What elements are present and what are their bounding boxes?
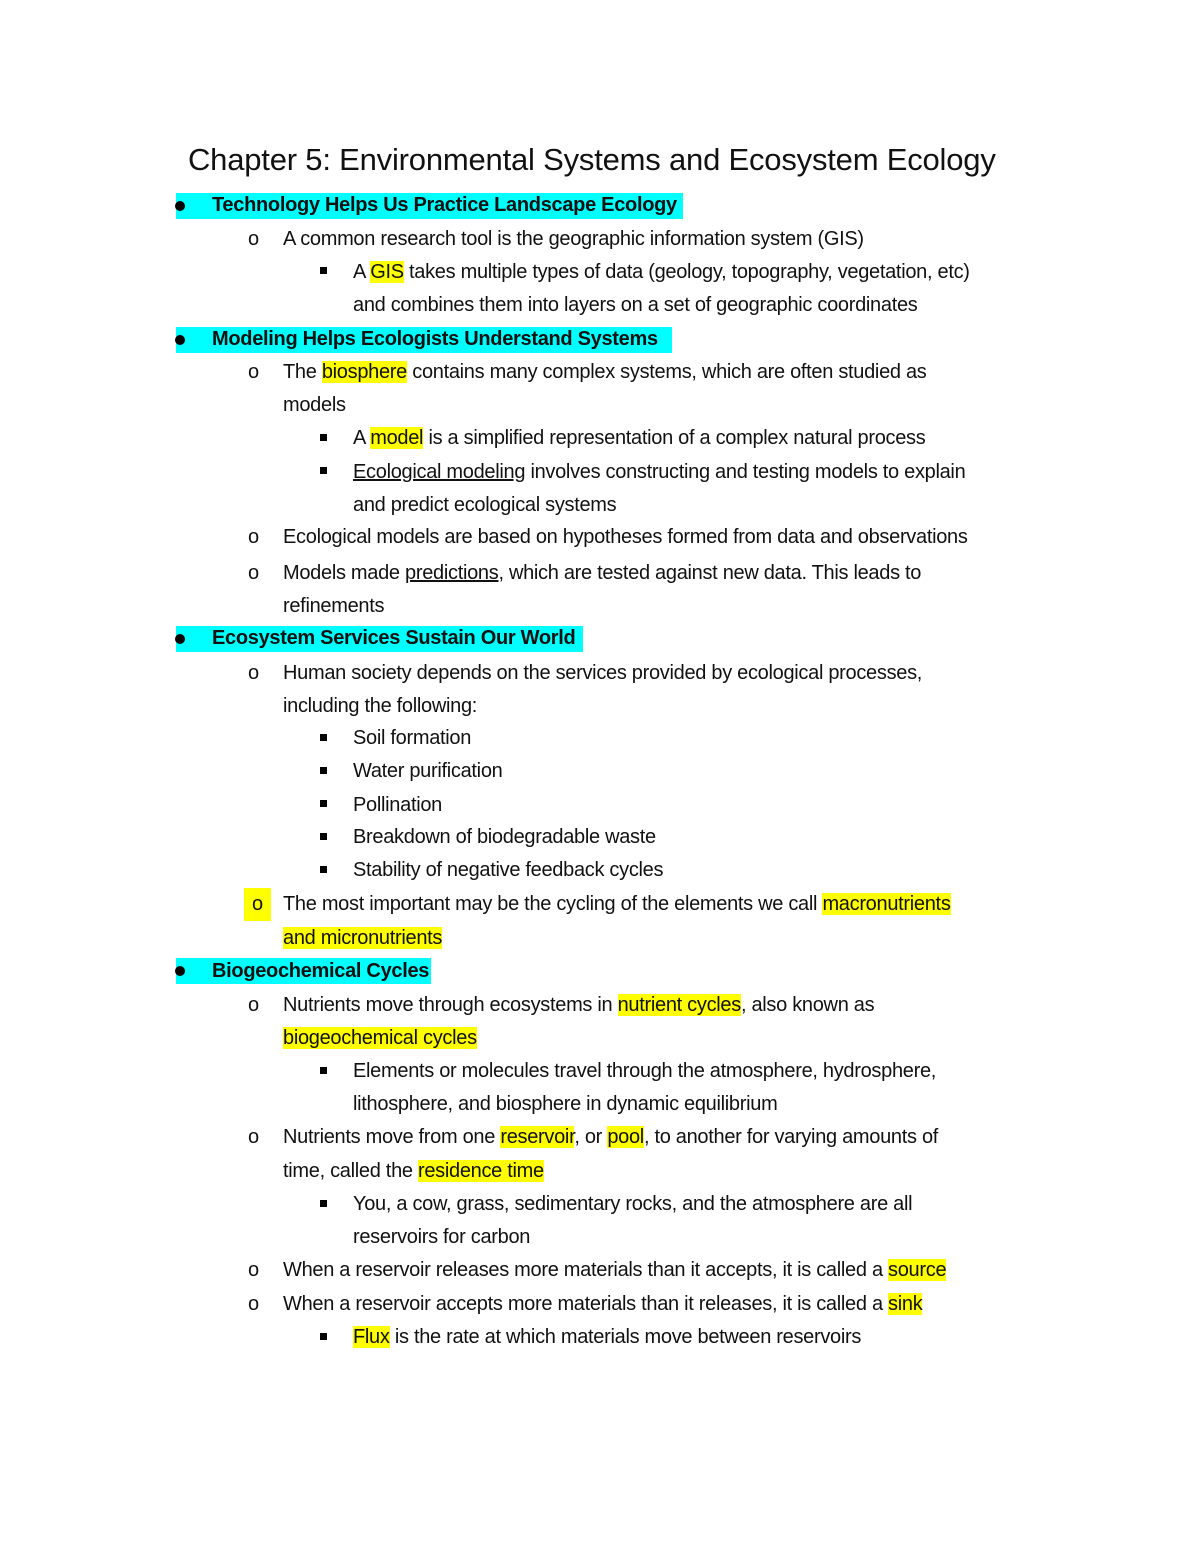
circle-bullet-icon: o xyxy=(248,228,260,250)
list-item: Water purification xyxy=(353,760,503,782)
circle-bullet-icon: o xyxy=(248,1293,260,1315)
circle-bullet-icon: o xyxy=(248,562,260,584)
list-item-continued xyxy=(283,922,442,955)
highlight-term: GIS xyxy=(370,261,404,283)
list-item: Stability of negative feedback cycles xyxy=(353,859,664,881)
section-heading-biogeochemical: Biogeochemical Cycles xyxy=(212,960,430,982)
list-item-continued xyxy=(283,1022,477,1055)
highlight-term: Flux xyxy=(353,1326,390,1348)
square-bullet-icon xyxy=(320,1333,327,1340)
square-bullet-icon xyxy=(320,267,327,274)
list-item: When a reservoir releases more materials than it accepts, it is called a source xyxy=(283,1259,947,1281)
square-bullet-icon xyxy=(320,833,327,840)
circle-bullet-icon: o xyxy=(248,662,260,684)
bullet-dot-icon xyxy=(175,634,185,644)
section-heading-modeling: Modeling Helps Ecologists Understand Systems xyxy=(212,328,658,350)
list-item: Ecological models are based on hypotheses formed from data and observations xyxy=(283,526,968,548)
list-item-continued: including the following: xyxy=(283,695,478,717)
list-item-continued: and predict ecological systems xyxy=(353,494,617,516)
square-bullet-icon xyxy=(320,866,327,873)
highlight-term: biogeochemical cycles xyxy=(283,1027,477,1049)
circle-bullet-icon: o xyxy=(248,526,260,548)
list-item-continued: refinements xyxy=(283,595,385,617)
page-title: Chapter 5: Environmental Systems and Ecosystem Ecology xyxy=(188,142,996,177)
list-item: The biosphere contains many complex systems, which are often studied as xyxy=(283,361,927,383)
bullet-dot-icon xyxy=(175,335,185,345)
list-item: The most important may be the cycling of the elements we call macronutrients xyxy=(283,893,951,915)
square-bullet-icon xyxy=(320,1200,327,1207)
list-item: Breakdown of biodegradable waste xyxy=(353,826,656,848)
list-item: A GIS takes multiple types of data (geology, topography, vegetation, etc) xyxy=(353,261,970,283)
highlight-term: and micronutrients xyxy=(283,927,443,949)
circle-bullet-icon: o xyxy=(244,888,271,921)
list-item-continued: and combines them into layers on a set of geographic coordinates xyxy=(353,294,918,316)
list-item: Nutrients move through ecosystems in nutrient cycles, also known as xyxy=(283,994,875,1016)
list-item: Flux is the rate at which materials move between reservoirs xyxy=(353,1326,862,1348)
section-heading-landscape: Technology Helps Us Practice Landscape Ecology xyxy=(212,194,677,216)
square-bullet-icon xyxy=(320,734,327,741)
list-item: Soil formation xyxy=(353,727,472,749)
highlight-term: residence time xyxy=(417,1160,544,1182)
circle-bullet-icon: o xyxy=(248,994,260,1016)
square-bullet-icon xyxy=(320,800,327,807)
list-item: Models made predictions, which are tested against new data. This leads to xyxy=(283,562,922,584)
highlight-term: reservoir xyxy=(500,1126,575,1148)
list-item: Pollination xyxy=(353,794,442,816)
list-item-continued: time, called the residence time xyxy=(283,1160,544,1182)
highlight-term: biosphere xyxy=(321,361,407,383)
circle-bullet-icon: o xyxy=(248,361,260,383)
list-item: Nutrients move from one reservoir, or pool, to another for varying amounts of xyxy=(283,1126,939,1148)
highlight-term: model xyxy=(370,427,424,449)
list-item: When a reservoir accepts more materials than it releases, it is called a sink xyxy=(283,1293,923,1315)
highlight-term: source xyxy=(888,1259,947,1281)
list-item-continued: lithosphere, and biosphere in dynamic equilibrium xyxy=(353,1093,778,1115)
list-item: Human society depends on the services provided by ecological processes, xyxy=(283,662,923,684)
square-bullet-icon xyxy=(320,767,327,774)
highlight-term: macronutrients xyxy=(822,893,951,915)
list-item-continued: reservoirs for carbon xyxy=(353,1226,531,1248)
section-heading-services: Ecosystem Services Sustain Our World xyxy=(212,627,576,649)
list-item: You, a cow, grass, sedimentary rocks, and the atmosphere are all xyxy=(353,1193,913,1215)
highlight-term: nutrient cycles xyxy=(617,994,741,1016)
highlight-term: sink xyxy=(888,1293,923,1315)
square-bullet-icon xyxy=(320,467,327,474)
square-bullet-icon xyxy=(320,434,327,441)
list-item-continued: models xyxy=(283,394,346,416)
list-item: Ecological modeling involves constructing and testing models to explain xyxy=(353,461,966,483)
highlight-term: pool xyxy=(607,1126,644,1148)
bullet-dot-icon xyxy=(175,201,185,211)
circle-bullet-icon: o xyxy=(248,1126,260,1148)
list-item: Elements or molecules travel through the atmosphere, hydrosphere, xyxy=(353,1060,937,1082)
circle-bullet-icon: o xyxy=(248,1259,260,1281)
bullet-dot-icon xyxy=(175,966,185,976)
list-item: A common research tool is the geographic information system (GIS) xyxy=(283,228,864,250)
square-bullet-icon xyxy=(320,1067,327,1074)
list-item: A model is a simplified representation of a complex natural process xyxy=(353,427,926,449)
